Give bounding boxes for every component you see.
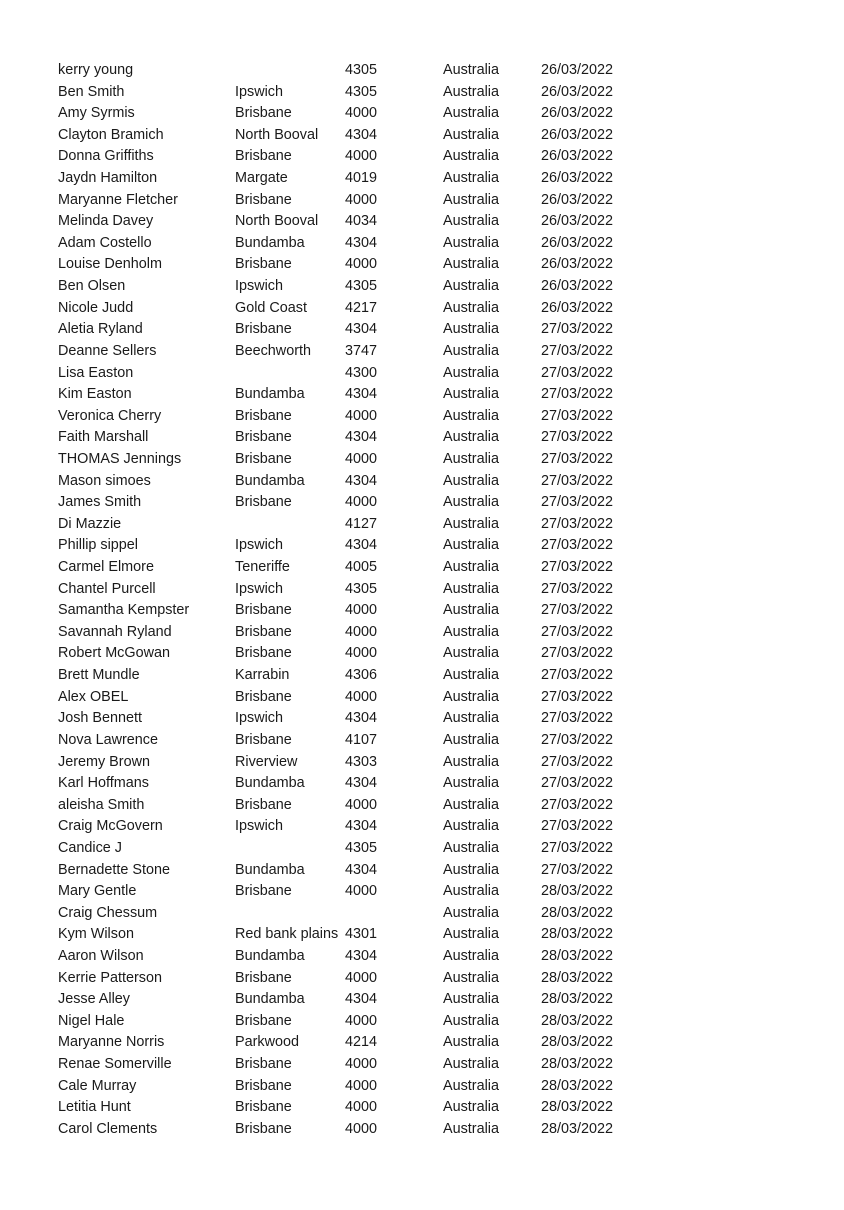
cell-date: 28/03/2022	[541, 1034, 614, 1051]
cell-city: Beechworth	[235, 342, 311, 359]
cell-date: 27/03/2022	[541, 321, 614, 338]
cell-name: Nicole Judd	[58, 299, 134, 316]
table-row	[58, 427, 798, 449]
cell-date: 27/03/2022	[541, 537, 614, 554]
cell-city: Margate	[235, 170, 288, 187]
cell-date: 27/03/2022	[541, 688, 614, 705]
cell-postcode: 4000	[345, 105, 378, 122]
cell-postcode: 4000	[345, 688, 378, 705]
cell-postcode: 4305	[345, 83, 378, 100]
cell-postcode: 4304	[345, 861, 378, 878]
cell-postcode: 4000	[345, 1056, 378, 1073]
cell-name: Samantha Kempster	[58, 602, 190, 619]
cell-city: Bundamba	[235, 386, 305, 403]
cell-date: 27/03/2022	[541, 623, 614, 640]
cell-date: 27/03/2022	[541, 364, 614, 381]
cell-country: Australia	[443, 213, 499, 230]
cell-name: Aletia Ryland	[58, 321, 143, 338]
cell-name: Kerrie Patterson	[58, 969, 162, 986]
cell-postcode: 4000	[345, 256, 378, 273]
cell-postcode: 4005	[345, 559, 378, 576]
cell-country: Australia	[443, 299, 499, 316]
cell-country: Australia	[443, 861, 499, 878]
cell-country: Australia	[443, 883, 499, 900]
cell-postcode: 4000	[345, 191, 378, 208]
cell-postcode: 4107	[345, 731, 378, 748]
cell-country: Australia	[443, 407, 499, 424]
cell-city: Ipswich	[235, 537, 283, 554]
cell-postcode: 4305	[345, 839, 378, 856]
cell-country: Australia	[443, 278, 499, 295]
cell-name: kerry young	[58, 62, 134, 78]
cell-country: Australia	[443, 947, 499, 964]
cell-postcode: 4304	[345, 775, 378, 792]
cell-postcode: 4000	[345, 1077, 378, 1094]
cell-postcode: 4304	[345, 321, 378, 338]
cell-city: Parkwood	[235, 1034, 299, 1051]
cell-country: Australia	[443, 83, 499, 100]
cell-name: Jeremy Brown	[58, 753, 150, 770]
cell-name: Ben Olsen	[58, 278, 126, 295]
cell-name: Nigel Hale	[58, 1012, 125, 1029]
cell-country: Australia	[443, 667, 499, 684]
cell-city: Brisbane	[235, 105, 292, 122]
cell-date: 28/03/2022	[541, 926, 614, 943]
cell-date: 28/03/2022	[541, 1012, 614, 1029]
cell-postcode: 4000	[345, 883, 378, 900]
table-row	[58, 557, 798, 579]
cell-postcode: 4304	[345, 818, 378, 835]
table-row	[58, 903, 798, 925]
cell-date: 26/03/2022	[541, 148, 614, 165]
cell-country: Australia	[443, 775, 499, 792]
cell-postcode: 4034	[345, 213, 378, 230]
cell-country: Australia	[443, 1034, 499, 1051]
table-row	[58, 881, 798, 903]
cell-postcode: 4306	[345, 667, 378, 684]
cell-postcode: 4304	[345, 991, 378, 1008]
cell-name: Craig McGovern	[58, 818, 163, 835]
cell-postcode: 4000	[345, 796, 378, 813]
cell-postcode: 4000	[345, 1099, 378, 1116]
cell-name: Josh Bennett	[58, 710, 143, 727]
cell-city: Brisbane	[235, 645, 292, 662]
cell-city: Bundamba	[235, 234, 305, 251]
table-row	[58, 211, 798, 233]
cell-date: 27/03/2022	[541, 342, 614, 359]
cell-city: Brisbane	[235, 256, 292, 273]
cell-country: Australia	[443, 710, 499, 727]
cell-date: 27/03/2022	[541, 710, 614, 727]
cell-city: Brisbane	[235, 1099, 292, 1116]
table-row	[58, 146, 798, 168]
cell-postcode: 4127	[345, 515, 378, 532]
cell-country: Australia	[443, 62, 499, 78]
cell-country: Australia	[443, 1120, 499, 1137]
cell-postcode: 4000	[345, 602, 378, 619]
table-row	[58, 492, 798, 514]
cell-country: Australia	[443, 926, 499, 943]
table-row	[58, 168, 798, 190]
cell-country: Australia	[443, 645, 499, 662]
table-row	[58, 622, 798, 644]
cell-postcode: 4305	[345, 278, 378, 295]
cell-city: Bundamba	[235, 947, 305, 964]
cell-postcode: 4214	[345, 1034, 378, 1051]
data-sheet	[58, 60, 798, 1140]
cell-country: Australia	[443, 580, 499, 597]
table-row	[58, 1076, 798, 1098]
cell-postcode: 4000	[345, 1012, 378, 1029]
cell-country: Australia	[443, 818, 499, 835]
table-row	[58, 860, 798, 882]
cell-date: 27/03/2022	[541, 559, 614, 576]
cell-name: Ben Smith	[58, 83, 125, 100]
cell-date: 26/03/2022	[541, 191, 614, 208]
cell-postcode: 4301	[345, 926, 378, 943]
cell-date: 26/03/2022	[541, 256, 614, 273]
table-row	[58, 82, 798, 104]
cell-city: Gold Coast	[235, 299, 307, 316]
table-row	[58, 665, 798, 687]
cell-country: Australia	[443, 429, 499, 446]
cell-country: Australia	[443, 126, 499, 143]
table-row	[58, 924, 798, 946]
cell-city: Riverview	[235, 753, 298, 770]
table-row	[58, 600, 798, 622]
cell-city: Ipswich	[235, 818, 283, 835]
table-row	[58, 103, 798, 125]
cell-country: Australia	[443, 688, 499, 705]
cell-date: 27/03/2022	[541, 386, 614, 403]
cell-date: 28/03/2022	[541, 947, 614, 964]
table-row	[58, 341, 798, 363]
cell-name: Aaron Wilson	[58, 947, 144, 964]
table-row	[58, 471, 798, 493]
cell-date: 26/03/2022	[541, 213, 614, 230]
cell-city: Brisbane	[235, 1012, 292, 1029]
cell-postcode: 4304	[345, 537, 378, 554]
table-row	[58, 363, 798, 385]
cell-city: Brisbane	[235, 731, 292, 748]
cell-date: 27/03/2022	[541, 796, 614, 813]
cell-name: Louise Denholm	[58, 256, 162, 273]
cell-city: Bundamba	[235, 861, 305, 878]
cell-date: 27/03/2022	[541, 450, 614, 467]
cell-country: Australia	[443, 839, 499, 856]
cell-country: Australia	[443, 969, 499, 986]
table-row	[58, 254, 798, 276]
table-row	[58, 1011, 798, 1033]
cell-date: 27/03/2022	[541, 731, 614, 748]
cell-date: 28/03/2022	[541, 1099, 614, 1116]
cell-name: Letitia Hunt	[58, 1099, 131, 1116]
cell-city: Ipswich	[235, 278, 283, 295]
cell-postcode: 4304	[345, 234, 378, 251]
cell-date: 26/03/2022	[541, 83, 614, 100]
cell-postcode: 4019	[345, 170, 378, 187]
cell-postcode: 4303	[345, 753, 378, 770]
cell-date: 28/03/2022	[541, 904, 614, 921]
cell-name: Savannah Ryland	[58, 623, 172, 640]
table-row	[58, 1054, 798, 1076]
cell-date: 27/03/2022	[541, 753, 614, 770]
cell-name: Candice J	[58, 839, 122, 856]
cell-date: 26/03/2022	[541, 299, 614, 316]
cell-date: 27/03/2022	[541, 861, 614, 878]
cell-country: Australia	[443, 1056, 499, 1073]
cell-date: 26/03/2022	[541, 234, 614, 251]
cell-city: Brisbane	[235, 429, 292, 446]
cell-name: Deanne Sellers	[58, 342, 157, 359]
cell-date: 28/03/2022	[541, 1056, 614, 1073]
cell-date: 26/03/2022	[541, 278, 614, 295]
cell-country: Australia	[443, 537, 499, 554]
cell-city: Brisbane	[235, 688, 292, 705]
cell-date: 27/03/2022	[541, 775, 614, 792]
table-row	[58, 687, 798, 709]
cell-date: 28/03/2022	[541, 969, 614, 986]
table-row	[58, 190, 798, 212]
cell-postcode: 4000	[345, 623, 378, 640]
table-row	[58, 60, 798, 82]
cell-date: 27/03/2022	[541, 580, 614, 597]
cell-city: Brisbane	[235, 494, 292, 511]
table-row	[58, 276, 798, 298]
cell-date: 27/03/2022	[541, 839, 614, 856]
cell-city: Bundamba	[235, 775, 305, 792]
cell-country: Australia	[443, 450, 499, 467]
cell-city: Ipswich	[235, 710, 283, 727]
cell-postcode: 4000	[345, 1120, 378, 1137]
cell-country: Australia	[443, 472, 499, 489]
table-row	[58, 708, 798, 730]
table-row	[58, 968, 798, 990]
cell-name: THOMAS Jennings	[58, 450, 182, 467]
cell-name: Di Mazzie	[58, 515, 122, 532]
cell-country: Australia	[443, 753, 499, 770]
cell-country: Australia	[443, 105, 499, 122]
cell-city: Brisbane	[235, 1056, 292, 1073]
cell-city: Brisbane	[235, 969, 292, 986]
cell-postcode: 4000	[345, 148, 378, 165]
cell-date: 26/03/2022	[541, 105, 614, 122]
cell-date: 28/03/2022	[541, 883, 614, 900]
cell-name: Mason simoes	[58, 472, 151, 489]
cell-postcode: 4304	[345, 947, 378, 964]
cell-country: Australia	[443, 342, 499, 359]
table-row	[58, 730, 798, 752]
cell-country: Australia	[443, 256, 499, 273]
cell-city: Brisbane	[235, 1120, 292, 1137]
table-row	[58, 406, 798, 428]
cell-date: 27/03/2022	[541, 515, 614, 532]
cell-postcode: 4000	[345, 645, 378, 662]
cell-date: 27/03/2022	[541, 667, 614, 684]
cell-country: Australia	[443, 321, 499, 338]
cell-date: 28/03/2022	[541, 1120, 614, 1137]
cell-city: Brisbane	[235, 1077, 292, 1094]
cell-country: Australia	[443, 602, 499, 619]
cell-name: Faith Marshall	[58, 429, 149, 446]
cell-name: Kym Wilson	[58, 926, 134, 943]
cell-name: Clayton Bramich	[58, 126, 164, 143]
cell-name: Renae Somerville	[58, 1056, 172, 1073]
cell-name: Donna Griffiths	[58, 148, 154, 165]
cell-name: James Smith	[58, 494, 142, 511]
cell-postcode: 4000	[345, 969, 378, 986]
table-row	[58, 946, 798, 968]
table-row	[58, 319, 798, 341]
cell-postcode: 4304	[345, 472, 378, 489]
table-row	[58, 514, 798, 536]
cell-name: Robert McGowan	[58, 645, 170, 662]
table-row	[58, 752, 798, 774]
cell-date: 27/03/2022	[541, 429, 614, 446]
cell-name: Brett Mundle	[58, 667, 140, 684]
cell-name: Carol Clements	[58, 1120, 158, 1137]
cell-country: Australia	[443, 1077, 499, 1094]
table-row	[58, 1097, 798, 1119]
cell-name: aleisha Smith	[58, 796, 145, 813]
cell-city: Red bank plains	[235, 926, 339, 943]
cell-country: Australia	[443, 623, 499, 640]
cell-postcode: 4304	[345, 126, 378, 143]
cell-postcode: 4300	[345, 364, 378, 381]
cell-city: Brisbane	[235, 623, 292, 640]
cell-date: 28/03/2022	[541, 991, 614, 1008]
cell-postcode: 4304	[345, 429, 378, 446]
cell-name: Amy Syrmis	[58, 105, 135, 122]
cell-date: 28/03/2022	[541, 1077, 614, 1094]
cell-country: Australia	[443, 515, 499, 532]
cell-country: Australia	[443, 991, 499, 1008]
table-row	[58, 643, 798, 665]
cell-name: Craig Chessum	[58, 904, 158, 921]
cell-name: Adam Costello	[58, 234, 152, 251]
cell-city: Bundamba	[235, 472, 305, 489]
cell-city: North Booval	[235, 126, 319, 143]
cell-country: Australia	[443, 494, 499, 511]
cell-country: Australia	[443, 170, 499, 187]
cell-date: 27/03/2022	[541, 602, 614, 619]
cell-name: Melinda Davey	[58, 213, 154, 230]
table-row	[58, 1032, 798, 1054]
cell-country: Australia	[443, 559, 499, 576]
cell-name: Jaydn Hamilton	[58, 170, 158, 187]
table-row	[58, 773, 798, 795]
cell-name: Phillip sippel	[58, 537, 138, 554]
cell-city: Bundamba	[235, 991, 305, 1008]
table-row	[58, 795, 798, 817]
table-row	[58, 384, 798, 406]
cell-postcode: 4304	[345, 386, 378, 403]
cell-city: Karrabin	[235, 667, 290, 684]
table-row	[58, 233, 798, 255]
cell-city: Ipswich	[235, 83, 283, 100]
cell-country: Australia	[443, 364, 499, 381]
cell-name: Mary Gentle	[58, 883, 137, 900]
cell-city: Brisbane	[235, 321, 292, 338]
cell-city: Brisbane	[235, 450, 292, 467]
table-row	[58, 535, 798, 557]
cell-city: Brisbane	[235, 602, 292, 619]
table-row	[58, 579, 798, 601]
cell-country: Australia	[443, 731, 499, 748]
cell-name: Chantel Purcell	[58, 580, 156, 597]
cell-postcode: 4217	[345, 299, 378, 316]
cell-city: Brisbane	[235, 883, 292, 900]
cell-date: 27/03/2022	[541, 645, 614, 662]
cell-postcode: 4000	[345, 407, 378, 424]
cell-country: Australia	[443, 904, 499, 921]
table-row	[58, 298, 798, 320]
cell-country: Australia	[443, 148, 499, 165]
cell-city: Brisbane	[235, 191, 292, 208]
cell-date: 27/03/2022	[541, 472, 614, 489]
cell-postcode: 4305	[345, 580, 378, 597]
cell-date: 27/03/2022	[541, 818, 614, 835]
cell-country: Australia	[443, 1099, 499, 1116]
cell-city: Brisbane	[235, 407, 292, 424]
cell-name: Bernadette Stone	[58, 861, 171, 878]
table-row	[58, 838, 798, 860]
cell-name: Karl Hoffmans	[58, 775, 149, 792]
cell-date: 27/03/2022	[541, 494, 614, 511]
table-row	[58, 449, 798, 471]
cell-date: 26/03/2022	[541, 62, 614, 78]
cell-postcode: 4000	[345, 450, 378, 467]
table-row	[58, 816, 798, 838]
cell-country: Australia	[443, 191, 499, 208]
cell-city: North Booval	[235, 213, 319, 230]
cell-country: Australia	[443, 1012, 499, 1029]
cell-name: Alex OBEL	[58, 688, 129, 705]
cell-country: Australia	[443, 234, 499, 251]
cell-postcode: 4305	[345, 62, 378, 78]
cell-name: Lisa Easton	[58, 364, 134, 381]
cell-name: Carmel Elmore	[58, 559, 154, 576]
table-row	[58, 989, 798, 1011]
cell-name: Nova Lawrence	[58, 731, 158, 748]
cell-name: Cale Murray	[58, 1077, 137, 1094]
cell-city: Brisbane	[235, 148, 292, 165]
cell-postcode: 4304	[345, 710, 378, 727]
table-row	[58, 125, 798, 147]
cell-postcode: 3747	[345, 342, 378, 359]
cell-city: Teneriffe	[235, 559, 290, 576]
table-row	[58, 1119, 798, 1141]
cell-date: 26/03/2022	[541, 170, 614, 187]
cell-name: Maryanne Norris	[58, 1034, 165, 1051]
cell-city: Brisbane	[235, 796, 292, 813]
cell-country: Australia	[443, 796, 499, 813]
cell-city: Ipswich	[235, 580, 283, 597]
cell-country: Australia	[443, 386, 499, 403]
cell-name: Kim Easton	[58, 386, 132, 403]
cell-date: 26/03/2022	[541, 126, 614, 143]
cell-name: Veronica Cherry	[58, 407, 162, 424]
cell-name: Maryanne Fletcher	[58, 191, 178, 208]
cell-date: 27/03/2022	[541, 407, 614, 424]
cell-postcode: 4000	[345, 494, 378, 511]
cell-name: Jesse Alley	[58, 991, 130, 1008]
